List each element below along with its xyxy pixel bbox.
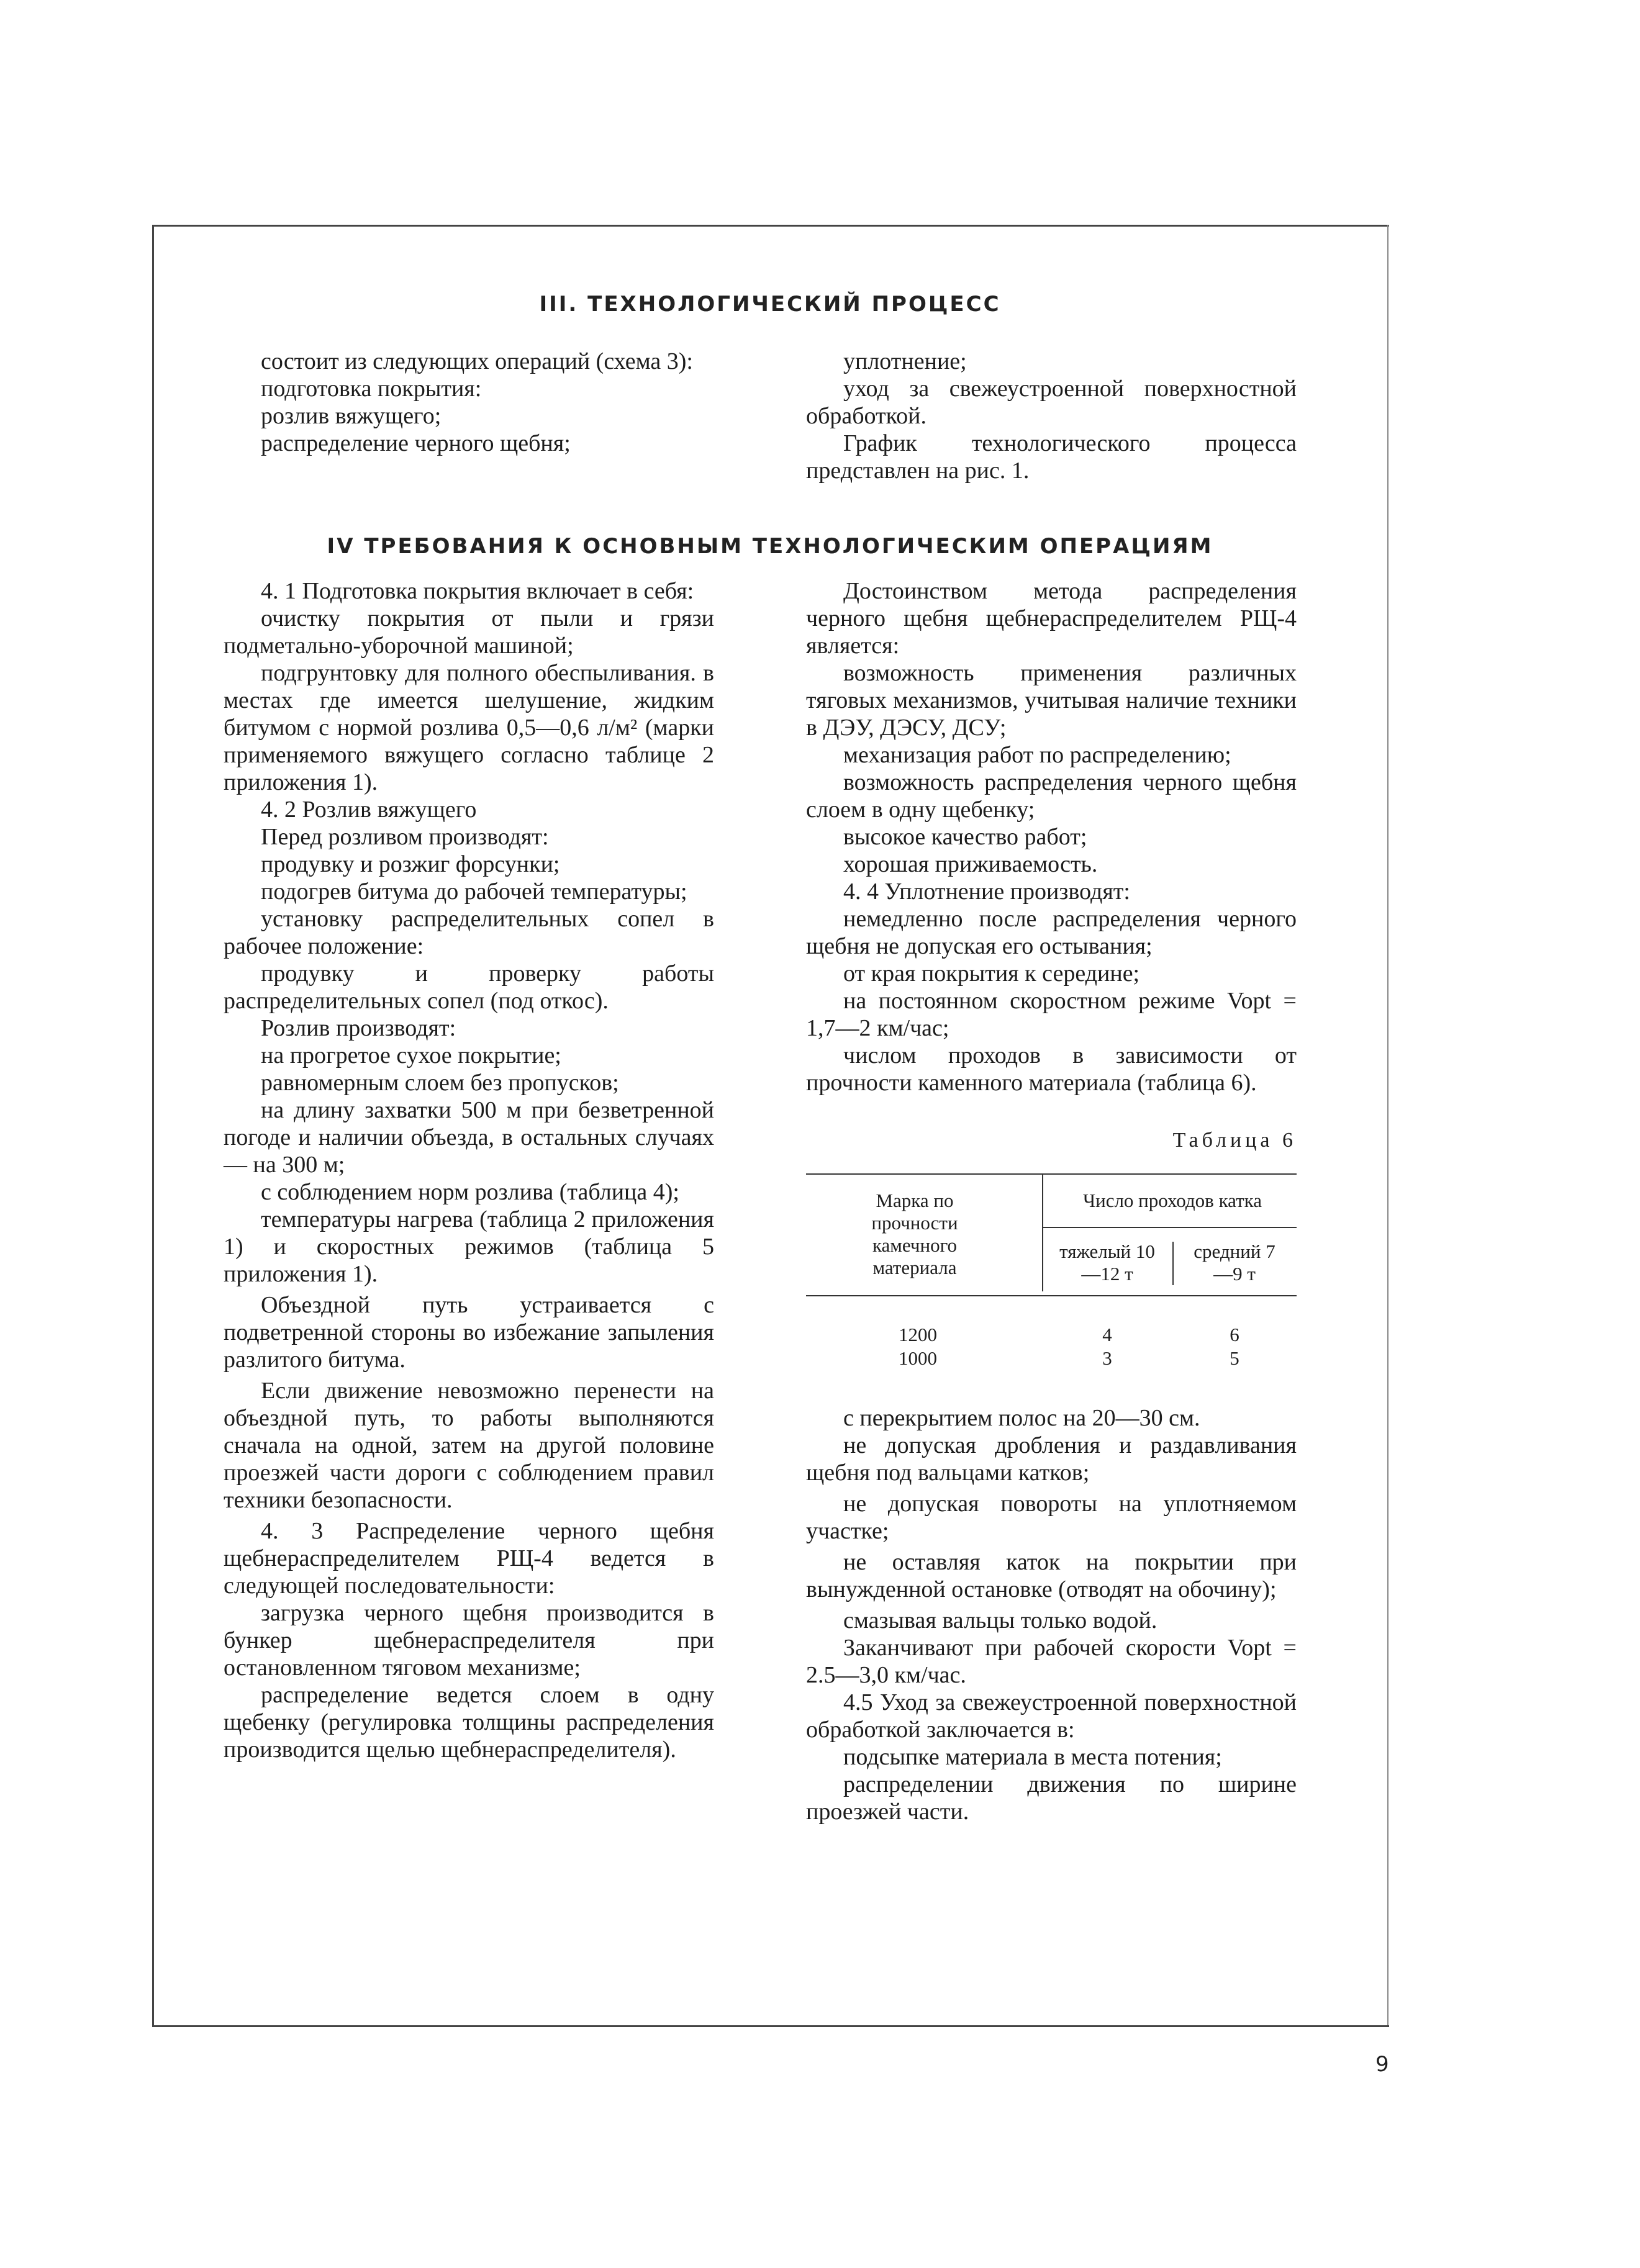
paragraph: возможность применения различных тяговых механизмов, учитывая наличие техники в ДЭУ, ДЭСУ, ДСУ; — [806, 660, 1297, 741]
paragraph: продувку и розжиг форсунки; — [261, 851, 560, 877]
page-frame-left — [152, 225, 154, 2025]
paragraph: подсыпке материала в места потения; — [843, 1744, 1222, 1770]
paragraph: Если движение невозможно перенести на объездной путь, то работы выполняются сначала на одной, затем на другой половине проезжей части дороги с соблюдением правил техники безопасности. — [224, 1378, 714, 1513]
paragraph: установку распределительных сопел в рабочее положение: — [224, 906, 714, 959]
table-cell-medium: 6 — [1230, 1324, 1239, 1345]
table-cell-heavy: 3 — [1102, 1347, 1112, 1369]
paragraph: высокое качество работ; — [843, 824, 1087, 850]
paragraph: хорошая приживаемость. — [843, 851, 1098, 877]
section-4-left-column — [224, 577, 714, 1763]
section-4-right-column-after-table — [806, 1404, 1297, 1825]
paragraph: Заканчивают при рабочей скорости Vopt = 2.5—3,0 км/час. — [806, 1635, 1297, 1688]
table-divider — [1042, 1227, 1297, 1228]
paragraph: на прогретое сухое покрытие; — [261, 1042, 561, 1068]
table-top-rule — [806, 1173, 1297, 1175]
paragraph: состоит из следующих операций (схема 3): — [261, 348, 693, 374]
paragraph: распределение черного щебня; — [261, 430, 571, 456]
page-frame-bottom — [152, 2025, 1389, 2027]
paragraph: Объездной путь устраивается с подветренной стороны во избежание запыления разлитого битума. — [224, 1292, 714, 1373]
paragraph: с перекрытием полос на 20—30 см. — [843, 1405, 1200, 1431]
paragraph: распределение ведется слоем в одну щебенку (регулировка толщины распределения производится щелью щебнераспределителя). — [224, 1682, 714, 1763]
paragraph: подгрунтовку для полного обеспыливания. в местах где имеется шелушение, жидким битумом с нормой розлива 0,5—0,6 л/м² (марки применяемого вяжущего согласно таблице 2 приложения 1). — [224, 660, 714, 795]
paragraph: 4.5 Уход за свежеустроенной поверхностной обработкой заключается в: — [806, 1689, 1297, 1743]
table-6-caption: Таблица 6 — [1172, 1129, 1297, 1152]
section-4-right-column — [806, 577, 1297, 1096]
table-divider — [1172, 1242, 1174, 1285]
table-header-group: Число проходов катка — [1082, 1190, 1262, 1211]
paragraph: распределении движения по ширине проезжей части. — [806, 1771, 1297, 1825]
paragraph: механизация работ по распределению; — [843, 742, 1231, 768]
table-cell-grade: 1000 — [899, 1347, 937, 1369]
paragraph: очистку покрытия от пыли и грязи подметально-уборочной машиной; — [224, 605, 714, 659]
table-cell-grade: 1200 — [899, 1324, 937, 1345]
paragraph: не допуская повороты на уплотняемом участке; — [806, 1491, 1297, 1544]
paragraph: на постоянном скоростном режиме Vopt = 1,7—2 км/час; — [806, 988, 1297, 1041]
paragraph: загрузка черного щебня производится в бункер щебнераспределителя при остановленном тяговом механизме; — [224, 1600, 714, 1681]
paragraph: не допуская дробления и раздавливания щебня под вальцами катков; — [806, 1432, 1297, 1486]
table-divider — [1042, 1173, 1043, 1291]
paragraph: равномерным слоем без пропусков; — [261, 1070, 619, 1096]
paragraph: температуры нагрева (таблица 2 приложения 1) и скоростных режимов (таблица 5 приложения 1). — [224, 1206, 714, 1287]
paragraph: немедленно после распределения черного щебня не допуская его остывания; — [806, 906, 1297, 959]
section-3-left-column — [224, 348, 714, 457]
paragraph: розлив вяжущего; — [261, 403, 442, 429]
paragraph: 4. 4 Уплотнение производят: — [843, 879, 1130, 905]
section-4-title: IV ТРЕБОВАНИЯ К ОСНОВНЫМ ТЕХНОЛОГИЧЕСКИМ ОПЕРАЦИЯМ — [327, 534, 1213, 559]
page-frame-right — [1387, 225, 1389, 2025]
table-6 — [806, 1173, 1297, 1391]
paragraph: уплотнение; — [843, 348, 967, 374]
table-header-heavy: тяжелый 10—12 т — [1059, 1240, 1155, 1285]
paragraph: 4. 2 Розлив вяжущего — [261, 797, 477, 823]
section-3-right-column — [806, 348, 1297, 484]
paragraph: от края покрытия к середине; — [843, 960, 1140, 987]
table-cell-heavy: 4 — [1102, 1324, 1112, 1345]
paragraph: подогрев битума до рабочей температуры; — [261, 879, 687, 905]
paragraph: 4. 3 Распределение черного щебня щебнераспределителем РЩ-4 ведется в следующей последовательности: — [224, 1518, 714, 1599]
paragraph: График технологического процесса представлен на рис. 1. — [806, 430, 1297, 484]
paragraph: не оставляя каток на покрытии при вынужденной остановке (отводят на обочину); — [806, 1549, 1297, 1602]
page-number: 9 — [1375, 2052, 1389, 2077]
paragraph: уход за свежеустроенной поверхностной обработкой. — [806, 376, 1297, 429]
paragraph: числом проходов в зависимости от прочности каменного материала (таблица 6). — [806, 1042, 1297, 1096]
paragraph: Перед розливом производят: — [261, 824, 549, 850]
table-header-medium: средний 7—9 т — [1194, 1240, 1275, 1285]
paragraph: подготовка покрытия: — [261, 376, 482, 402]
paragraph: возможность распределения черного щебня слоем в одну щебенку; — [806, 769, 1297, 823]
section-3-title: III. ТЕХНОЛОГИЧЕСКИЙ ПРОЦЕСС — [539, 292, 1001, 317]
page-frame-top — [152, 225, 1389, 227]
table-header-rule — [806, 1295, 1297, 1296]
table-header-grade: Марка по прочности камечного материала — [871, 1190, 958, 1278]
paragraph: Достоинством метода распределения черного щебня щебнераспределителем РЩ-4 является: — [806, 578, 1297, 659]
paragraph: 4. 1 Подготовка покрытия включает в себя: — [261, 578, 694, 604]
paragraph: Розлив производят: — [261, 1015, 456, 1041]
paragraph: продувку и проверку работы распределительных сопел (под откос). — [224, 960, 714, 1014]
table-cell-medium: 5 — [1230, 1347, 1239, 1369]
paragraph: с соблюдением норм розлива (таблица 4); — [261, 1179, 679, 1205]
paragraph: на длину захватки 500 м при безветренной погоде и наличии объезда, в остальных случаях — на 300 м; — [224, 1097, 714, 1178]
paragraph: смазывая вальцы только водой. — [843, 1607, 1158, 1633]
